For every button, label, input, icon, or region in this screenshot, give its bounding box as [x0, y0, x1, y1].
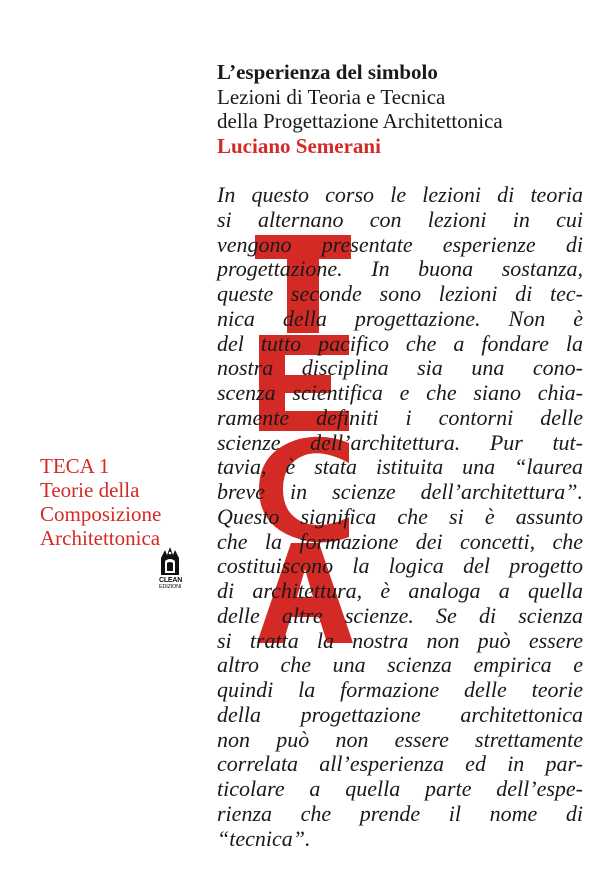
blurb-line: tavia, è stata istituita una “laurea	[217, 454, 583, 480]
publisher-name: CLEAN	[159, 577, 183, 584]
blurb-line: queste seconde sono lezioni di tec-	[217, 281, 583, 306]
blurb-line: non può non essere strettamente	[217, 726, 583, 752]
blurb-line: rienza che prende il nome di	[217, 800, 583, 826]
book-subtitle-line-1: Lezioni di Teoria e Tecnica	[217, 85, 446, 109]
blurb-line: delle altre scienze. Se di scienza	[217, 602, 583, 628]
blurb-line: scienze dell’architettura. Pur tut-	[217, 429, 583, 455]
series-name-line-1: Teorie della	[40, 478, 140, 502]
cover-header	[217, 60, 587, 159]
series-name-line-3: Architettonica	[40, 526, 161, 550]
book-title: L’esperienza del simbolo	[217, 60, 438, 84]
blurb-line: di architettura, è analoga a quella	[217, 578, 583, 603]
blurb-line: che la formazione dei concetti, che	[217, 528, 583, 554]
blurb-line: In questo corso le lezioni di teoria	[217, 182, 583, 207]
blurb-line: costituiscono la logica del progetto	[217, 553, 583, 579]
book-author: Luciano Semerani	[217, 134, 381, 158]
blurb-line: nostra disciplina sia una cono-	[217, 355, 583, 381]
blurb-line: ramente definiti i contorni delle	[217, 404, 583, 430]
blurb-line: si tratta la nostra non può essere	[217, 627, 583, 653]
blurb-line: “tecnica”.	[217, 825, 311, 851]
blurb-line: nica della progettazione. Non è	[217, 305, 583, 331]
blurb-line: vengono presentate esperienze di	[217, 231, 583, 257]
blurb-line: della progettazione architettonica	[217, 701, 583, 727]
clean-edizioni-logo-icon	[159, 546, 181, 576]
back-cover-blurb	[217, 183, 583, 851]
blurb-line: scenza scientifica e che siano chia-	[217, 380, 583, 405]
blurb-line: progettazione. In buona sostanza,	[217, 256, 583, 282]
publisher-sub: EDIZIONI	[159, 584, 182, 590]
blurb-line: quindi la formazione delle teorie	[217, 677, 583, 702]
blurb-line: breve in scienze dell’architettura”.	[217, 479, 583, 504]
blurb-line: si alternano con lezioni in cui	[217, 206, 583, 232]
blurb-line: ticolare a quella parte dell’espe-	[217, 776, 583, 801]
series-info	[40, 454, 215, 550]
blurb-line: Questo significa che si è assunto	[217, 503, 583, 529]
publisher-logo	[159, 546, 181, 600]
series-number: TECA 1	[40, 454, 110, 478]
blurb-line: altro che una scienza empirica e	[217, 652, 583, 678]
series-name-line-2: Composizione	[40, 502, 162, 526]
book-subtitle-line-2: della Progettazione Architettonica	[217, 109, 503, 133]
blurb-line: correlata all’esperienza ed in par-	[217, 751, 583, 777]
blurb-line: del tutto pacifico che a fondare la	[217, 330, 583, 356]
